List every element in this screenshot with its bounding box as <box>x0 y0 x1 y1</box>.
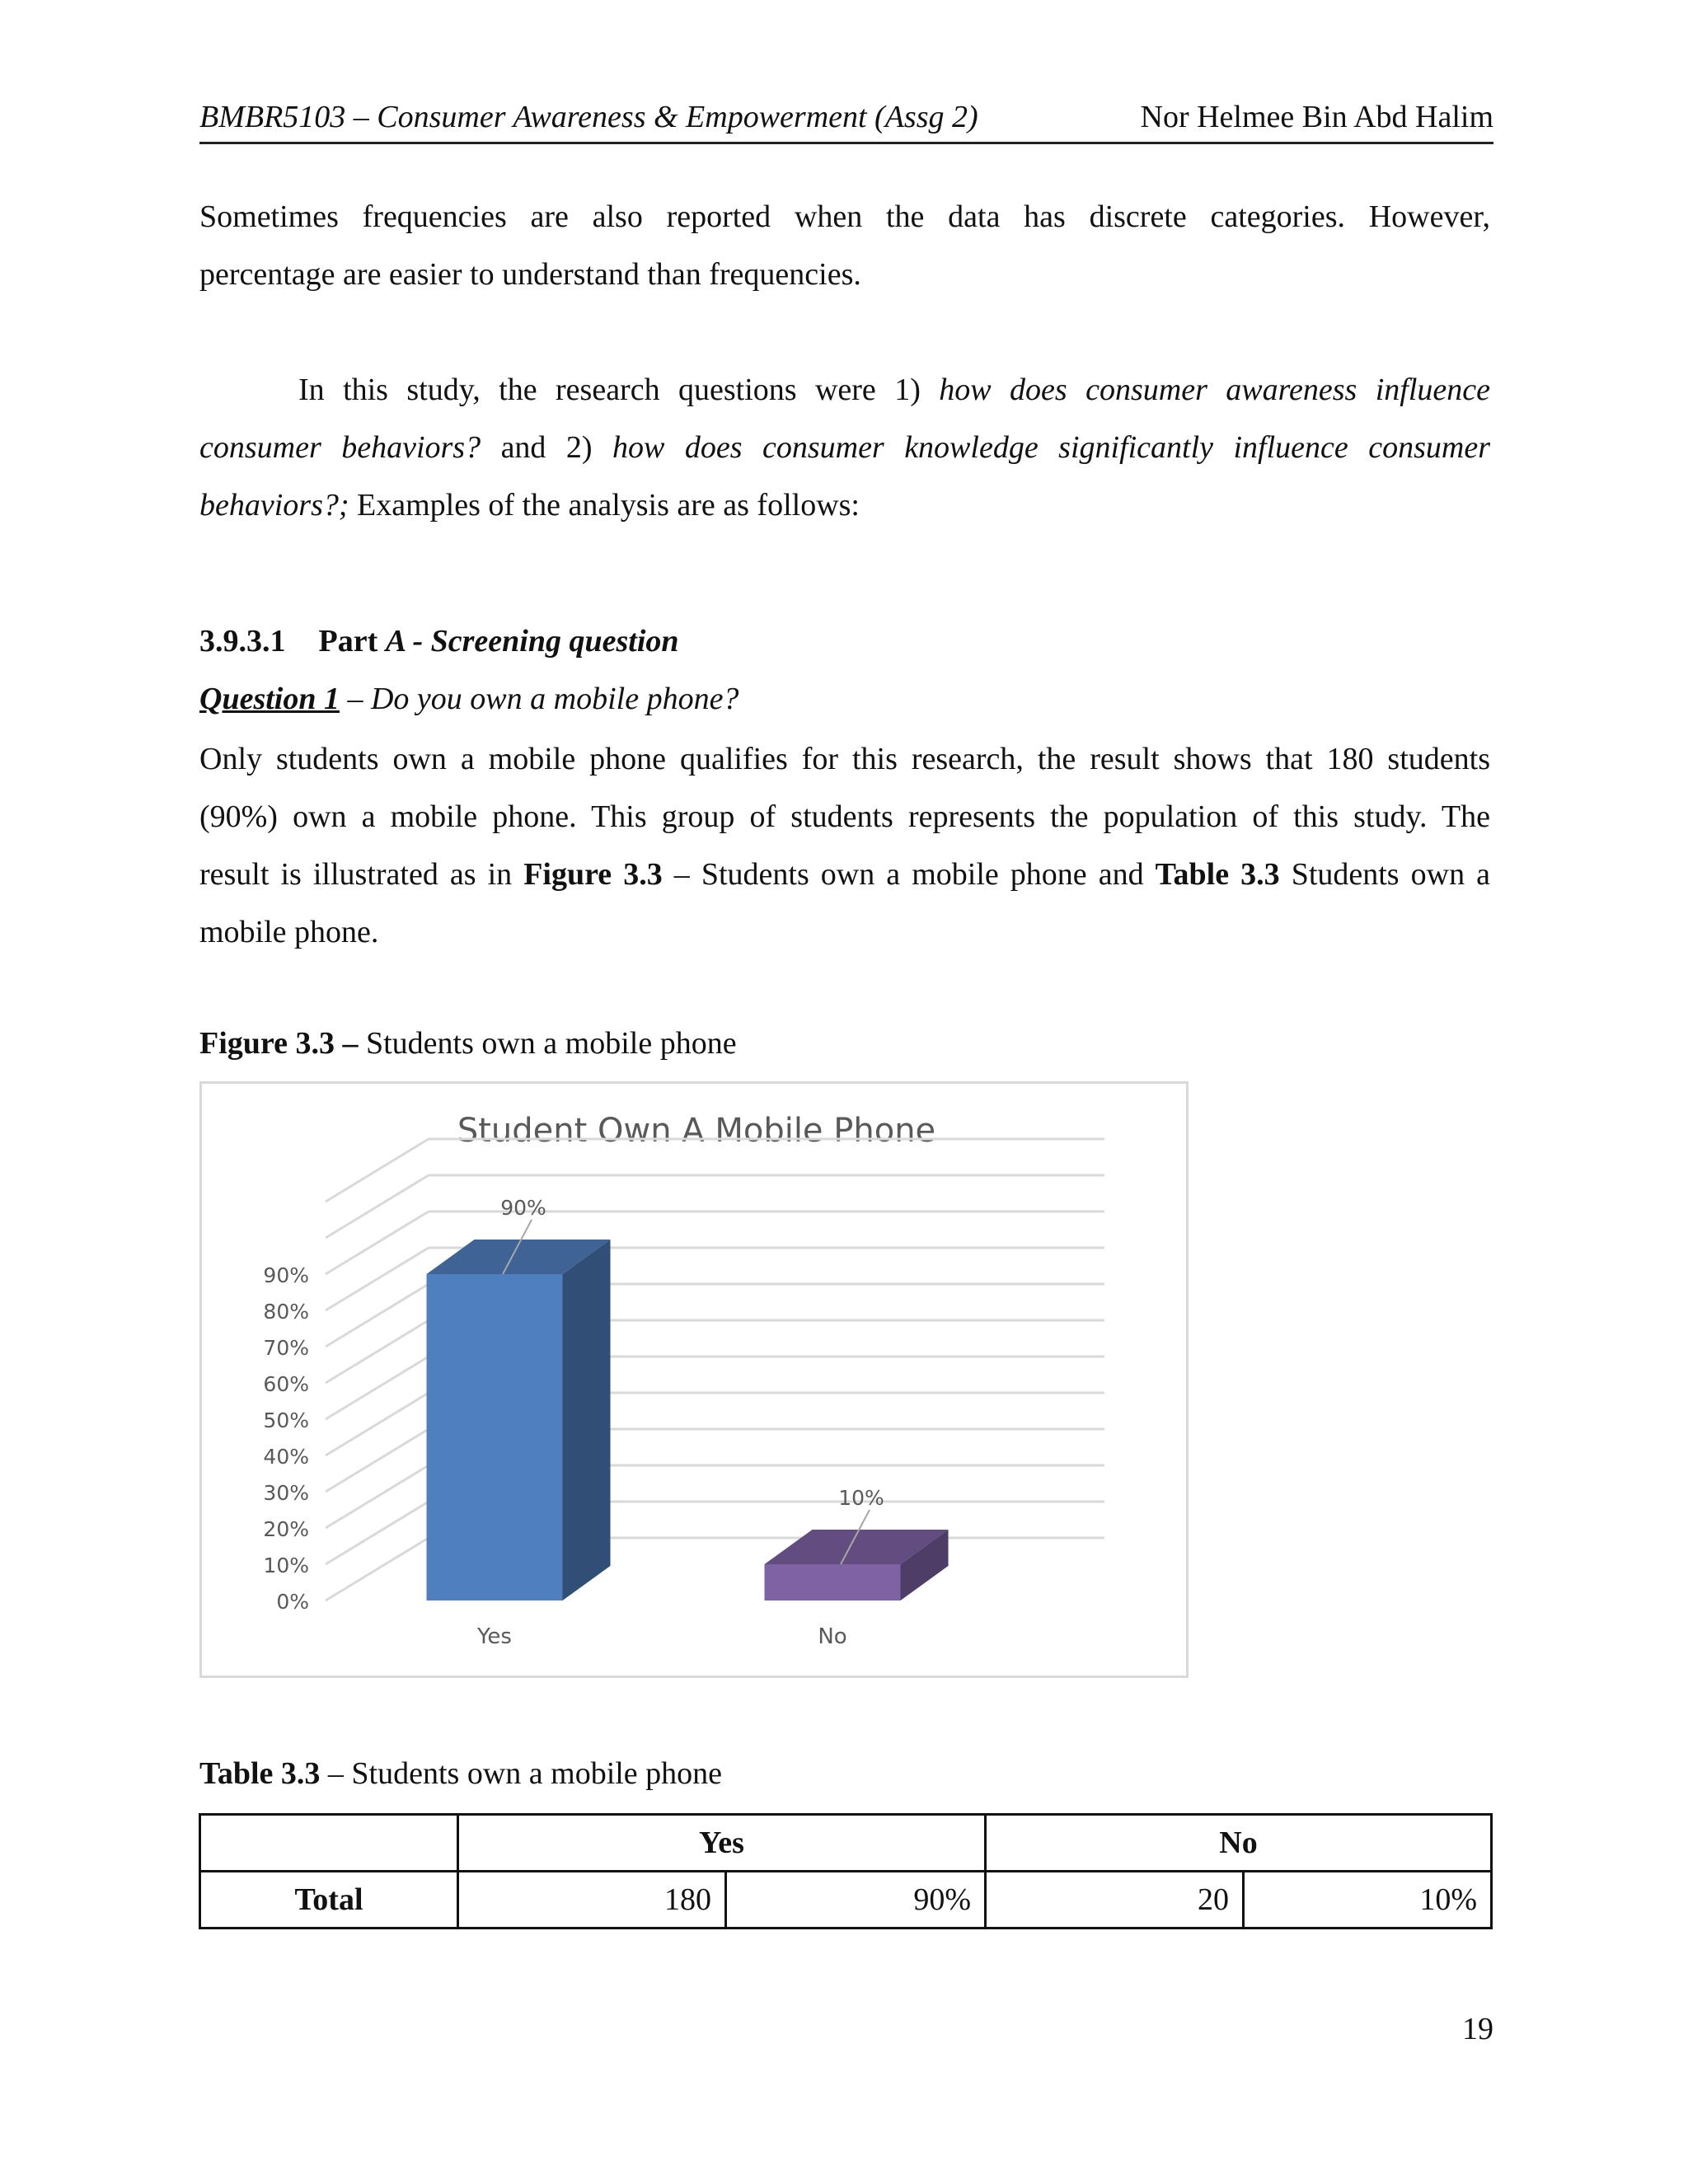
bar-side-yes <box>563 1240 611 1601</box>
header-author: Nor Helmee Bin Abd Halim <box>1140 100 1493 134</box>
bar-chart <box>199 1081 1189 1678</box>
table-caption: Table 3.3 – Students own a mobile phone <box>199 1756 723 1791</box>
y-tick-label: 20% <box>263 1517 309 1541</box>
paragraph-line: (90%) own a mobile phone. This group of students represents the population of this study. The <box>199 799 1490 834</box>
gridline-depth <box>326 1284 429 1347</box>
gridline-depth <box>326 1175 429 1238</box>
table-cell-yes-pct: 90% <box>726 1872 986 1929</box>
chart-x-axis <box>476 1624 847 1649</box>
page-number: 19 <box>1462 2012 1493 2046</box>
paragraph-line: In this study, the research questions were 1) how does consumer awareness influence <box>298 373 1490 407</box>
chart-canvas <box>202 1084 1191 1680</box>
paragraph-line: Sometimes frequencies are also reported when the data has discrete categories. However, <box>199 199 1490 234</box>
question-label: Question 1 <box>199 682 340 716</box>
chart-title: Student Own A Mobile Phone <box>457 1112 936 1150</box>
gridline-depth <box>326 1502 429 1564</box>
section-heading <box>199 623 679 659</box>
y-tick-label: 80% <box>263 1300 309 1324</box>
gridline-depth <box>326 1248 429 1310</box>
y-tick-label: 50% <box>263 1408 309 1432</box>
bar-no <box>765 1564 901 1601</box>
table-header-yes: Yes <box>458 1815 986 1872</box>
paragraph-line: result is illustrated as in Figure 3.3 – Students own a mobile phone and Table 3.3 Students own a <box>199 857 1491 892</box>
page-header <box>199 92 1493 144</box>
gridline-depth <box>326 1139 429 1202</box>
paragraph-results <box>199 730 1490 961</box>
y-tick-label: 90% <box>263 1263 309 1287</box>
paragraph-line: behaviors?; Examples of the analysis are as follows: <box>199 488 860 523</box>
table-cell-no-pct: 10% <box>1244 1872 1492 1929</box>
y-tick-label: 60% <box>263 1372 309 1396</box>
results-table <box>199 1813 1493 1929</box>
gridline-depth <box>326 1320 429 1383</box>
figure-reference: Figure 3.3 <box>523 857 663 892</box>
data-label: 90% <box>500 1196 546 1220</box>
paragraph-line: mobile phone. <box>199 915 379 949</box>
gridline-depth <box>326 1465 429 1528</box>
x-tick-label: No <box>818 1624 847 1649</box>
y-tick-label: 30% <box>263 1481 309 1505</box>
figure-caption: Figure 3.3 – Students own a mobile phone <box>199 1026 737 1061</box>
x-tick-label: Yes <box>477 1624 512 1649</box>
gridline-depth <box>326 1429 429 1492</box>
table-cell-no-count: 20 <box>986 1872 1244 1929</box>
paragraph-frequencies <box>199 188 1490 303</box>
paragraph-line: Only students own a mobile phone qualifies for this research, the result shows that 180 students <box>199 742 1490 776</box>
gridline-depth <box>326 1357 429 1419</box>
section-title: A - Screening question <box>385 624 679 658</box>
table-header-no: No <box>986 1815 1492 1872</box>
data-label: 10% <box>838 1486 884 1510</box>
gridline-depth <box>326 1393 429 1455</box>
y-tick-label: 70% <box>263 1336 309 1360</box>
chart-y-axis <box>263 1263 309 1614</box>
y-tick-label: 0% <box>276 1590 309 1614</box>
paragraph-line: percentage are easier to understand than frequencies. <box>199 257 861 292</box>
table-corner-cell <box>200 1815 458 1872</box>
table-reference: Table 3.3 <box>1155 857 1280 892</box>
header-course-title: BMBR5103 – Consumer Awareness & Empowerment (Assg 2) <box>199 100 978 134</box>
question-text: – Do you own a mobile phone? <box>339 682 739 716</box>
bar-yes <box>427 1274 563 1601</box>
chart-bars <box>427 1196 949 1601</box>
question-heading <box>199 681 738 717</box>
section-part: Part <box>318 624 386 658</box>
gridline-depth <box>326 1538 429 1601</box>
table-row-label: Total <box>200 1872 458 1929</box>
table-header-row <box>200 1815 1492 1872</box>
table-row <box>200 1872 1492 1929</box>
y-tick-label: 10% <box>263 1554 309 1577</box>
table-cell-yes-count: 180 <box>458 1872 726 1929</box>
paragraph-research-questions <box>199 361 1490 534</box>
section-number: 3.9.3.1 <box>199 624 286 658</box>
gridline-depth <box>326 1212 429 1274</box>
y-tick-label: 40% <box>263 1445 309 1469</box>
paragraph-line: consumer behaviors? and 2) how does consumer knowledge significantly influence consumer <box>199 430 1490 465</box>
